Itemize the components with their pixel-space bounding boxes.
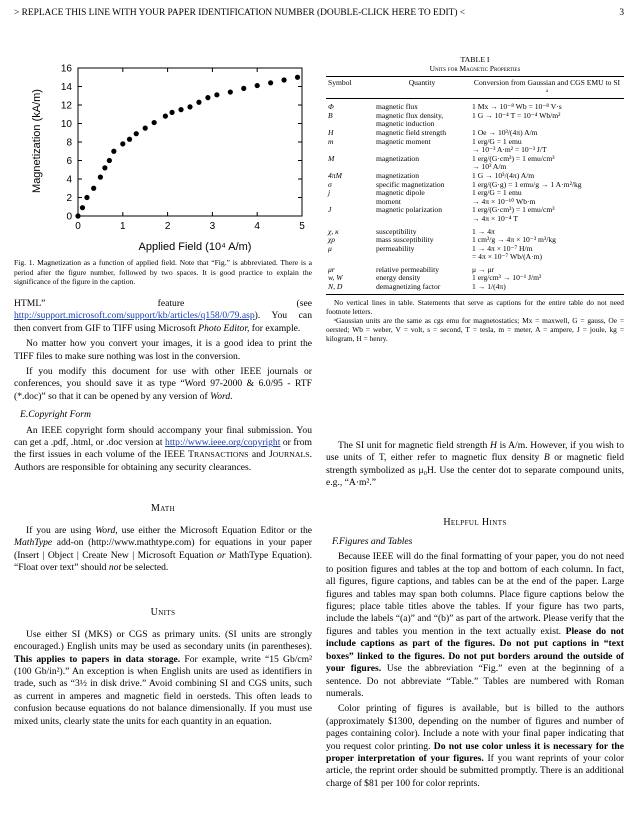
table-header-cell: Quantity [374,77,470,99]
table-cell-symbol: 4πM [328,170,342,180]
paragraph-math [14,525,312,575]
text-span: HTML” feature (see [14,298,312,309]
text-span: If you are using [26,524,96,536]
text-span: This applies to papers in data storage. [14,653,181,665]
table-cell-quantity: magnetic polarization [376,205,442,215]
paragraph-copyright [14,425,312,475]
chart-x-axis-label: Applied Field (10⁴ A/m) [138,241,252,253]
y-tick-label: 6 [66,156,72,167]
text-span: An IEEE copyright form should accompany your final submission. You can get a .pdf, .html, or .doc version at [14,424,312,449]
table-cell-quantity: magnetization [376,170,420,180]
paragraph-save-rtf [14,366,312,403]
text-span: be selected. [121,561,169,573]
running-head-text: > REPLACE THIS LINE WITH YOUR PAPER IDENTIFICATION NUMBER (DOUBLE-CLICK HERE TO EDIT) < [14,8,466,18]
table-footnote: ᵃGaussian units are the same as cgs emu for magnetostatics; Mx = maxwell, G = gauss, Oe = oersted; Wb = weber, V = volt, s = second, T = tesla, m = meter, A = ampere, J = joule, kg = kilogram, H = henry. [326,315,624,343]
data-point [102,165,107,170]
text-span: and J [248,449,273,461]
table-cell-symbol: m [328,136,334,146]
table-header-row [326,77,624,99]
table-note: No vertical lines in table. Statements that serve as captions for the entire table do not need footnote letters. [326,297,624,316]
data-point [127,137,132,142]
x-tick-label: 0 [75,221,81,232]
table-cell-conversion: 1 Oe → 10³/(4π) A/m [472,127,538,137]
table-label: TABLE I [460,55,490,64]
table-cell-quantity: magnetic field strength [376,127,447,137]
running-header [14,8,624,18]
y-tick-label: 2 [66,193,72,204]
subheading-figures-tables: F.Figures and Tables [332,536,413,548]
table-cell-conversion: 1 → 4π × 10⁻⁷ H/m = 4π × 10⁻⁷ Wb/(A·m) [472,243,543,262]
data-point [107,158,112,163]
text-span: Photo Editor, [198,322,250,334]
text-span: For example, write “15 Gb/cm² (100 Gb/in²).” An exception is when English units are used as identifiers in trade, such as “3½ in disk drive.” Avoid combining SI and CGS units, such as current in amperes and magnetic field in oersteds. This often leads to confusion because equations do not balance dimensionally. If you must use mixed units, clearly state the units for each quantity in an equation. [14,653,313,727]
paragraph-gif-conversion [14,298,312,335]
data-point [281,77,286,82]
table-cell-quantity: mass susceptibility [376,235,434,245]
text-span: MathType [14,537,53,549]
table-cell-quantity: magnetic flux density, magnetic induction [376,110,444,129]
x-tick-label: 1 [120,221,126,232]
units-table [326,76,624,295]
table-cell-conversion: 1 erg/(G·cm³) = 1 emu/cm³ → 10³ A/m [472,153,555,172]
x-tick-label: 4 [254,221,260,232]
table-cell-symbol: j [328,188,331,198]
text-span: . [230,390,233,402]
section-heading-helpful-hints: Helpful Hints [443,516,507,528]
x-tick-label: 2 [164,221,171,232]
data-point [228,89,233,94]
figure-caption: Fig. 1. Magnetization as a function of applied field. Note that “Fig.” is abbreviated. There is a period after the figure number, followed by two spaces. It is good practice to explain the significance of the figure in the caption. [14,258,312,287]
data-point [295,75,300,80]
table-cell-conversion: 1 erg/(G·cm³) = 1 emu/cm³ → 4π × 10⁻⁴ T [472,205,555,223]
paragraph-color-printing [326,703,624,790]
table-row [326,155,624,172]
y-tick-label: 12 [60,100,72,112]
section-heading-units: Units [150,607,176,619]
data-point [120,141,125,146]
text-span: Color printing of figures is available, but is billed to the authors (approximately $1300, depending on the number of figures and number of pages containing color). Include a note with your final paper indicating that you request color printing. [326,703,624,752]
table-cell-quantity: permeability [376,243,415,253]
text-span: ). You can then convert from GIF to TIFF using Microsoft [14,310,312,334]
text-span: or [217,549,226,561]
table-header-cell: Symbol [326,77,374,99]
text-span: Do not use color unless it is necessary for the proper interpretation of your figures. [326,740,624,764]
data-point [152,120,157,125]
table-cell-symbol: σ [328,179,332,189]
table-row [326,99,624,112]
text-span: is A/m. However, if you wish to use units of T, either refer to magnetic flux density [326,440,624,464]
data-point [143,126,148,131]
table-cell-conversion: 1 → 4π [472,226,495,236]
y-tick-label: 4 [66,174,72,186]
table-cell-quantity: relative permeability [376,264,440,274]
data-point [84,195,89,200]
table-cell-symbol: w, W [328,273,343,283]
table-cell-quantity: susceptibility [376,226,417,236]
text-span: Word, [95,524,118,536]
text-span: MathType Equation). “Float over text” should [14,549,312,573]
table-cell-symbol: B [328,110,333,120]
text-span: If you want reprints of your color article, the reprint order should be submitted promptly. There is an additional charge of $81 per 100 for color reprints. [326,752,624,789]
text-span: RANSACTIONS [193,450,249,460]
y-tick-label: 16 [60,63,72,75]
data-point [187,104,192,109]
chart-points [75,75,300,219]
right-column [326,440,624,793]
data-point [80,205,85,210]
plot-frame [78,68,302,216]
table-title: Units for Magnetic Properties [429,64,521,73]
table-cell-conversion: 1 erg/(G·g) = 1 emu/g → 1 A·m²/kg [472,179,582,189]
table-cell-quantity: specific magnetization [376,179,445,189]
data-point [91,186,96,191]
text-span: Because IEEE will do the final formatting of your paper, you do not need to position figures and tables at the top and bottom of each column. In fact, all figures, figure captions, and tables can be at the end of the paper. Large figures and tables may span both columns. Place figure captions below the figures; place table titles above the tables. If your figure has two parts, include the labels “(a)” and “(b)” as part of the artwork. Please verify that the figures and tables you mention in the text actually exist. [326,551,624,637]
table-cell-conversion: 1 G → 10³/(4π) A/m [472,170,535,180]
table-cell-conversion: 1 erg/G = 1 emu → 10⁻³ A·m² = 10⁻³ J/T [472,136,547,155]
table-cell-quantity: demagnetizing factor [374,283,470,294]
table-cell-symbol: μr [328,264,335,274]
table-cell-conversion: 1 cm³/g → 4π × 10⁻³ m³/kg [472,235,556,245]
paragraph-si-unit [326,440,624,490]
table-row [326,138,624,155]
data-point [111,149,116,154]
left-column [14,298,312,731]
table-cell-conversion: 1 erg/cm³ → 10⁻¹ J/m³ [472,273,542,283]
table-cell-symbol: μ [328,243,332,253]
text-span: Use the abbreviation “Fig.” even at the beginning of a sentence. Do not abbreviate “Table.” Tables are numbered with Roman numerals. [326,663,624,699]
table-body [326,99,624,294]
data-point [205,95,210,100]
table-cell-conversion: 1 Mx → 10⁻⁸ Wb = 10⁻⁸ V·s [472,102,562,112]
x-tick-label: 5 [299,221,305,232]
data-point [75,213,80,218]
data-point [255,83,260,88]
table-cell-conversion: μ → μr [472,264,495,274]
table-cell-symbol: Φ [328,102,334,112]
text-span: for example. [249,322,301,334]
table-block [326,55,624,343]
data-point [241,86,246,91]
table-cell-quantity: magnetization [376,153,420,163]
microsoft-support-link[interactable]: http://support.microsoft.com/support/kb/articles/q158/0/79.asp [14,310,255,322]
data-point [214,92,219,97]
table-row [326,245,624,262]
data-point [163,114,168,119]
table-row [326,283,624,294]
data-point [134,131,139,136]
text-span: Use either SI (MKS) or CGS as primary units. (SI units are strongly encouraged.) English units may be used as secondary units (in parentheses). [14,628,312,653]
text-span: use either the Microsoft Equation Editor or the [117,524,312,536]
table-cell-conversion: 1 → 1/(4π) [470,283,624,294]
x-tick-label: 3 [209,221,216,232]
data-point [196,100,201,105]
text-span: or from the first issues in each volume of the IEEE T [14,437,312,461]
table-cell-conversion: 1 erg/G = 1 emu → 4π × 10⁻¹⁰ Wb·m [472,188,536,206]
text-span: . Authors are responsible for obtaining any security clearances. [14,449,312,473]
table-cell-quantity: magnetic moment [376,136,431,146]
chart-axes [61,64,305,233]
data-point [169,110,174,115]
magnetization-chart [10,56,315,288]
y-tick-label: 8 [66,137,72,149]
chart-y-axis-label: Magnetization (kA/m) [31,89,43,193]
text-span: or magnetic field strength symbolized as μ₀H. Use the center dot to separate compound units, e.g., “A·m².” [326,452,624,489]
page-number: 3 [619,8,624,18]
table-cell-symbol: J [328,205,332,215]
table-cell-symbol: N, D [326,283,374,294]
table-cell-symbol: χ, κ [328,226,339,236]
text-span: B [543,452,550,464]
table-cell-symbol: M [328,153,335,163]
table-cell-quantity: magnetic dipole moment [376,188,425,206]
table-cell-quantity: magnetic flux [376,102,418,112]
ieee-copyright-link[interactable]: http://www.ieee.org/copyright [165,437,281,449]
table-header-cell: Conversion from Gaussian and CGS EMU to SI ᵃ [470,77,624,99]
paragraph-print-tiff: No matter how you convert your images, it is a good idea to print the TIFF files to make sure nothing was lost in the conversion. [14,338,312,362]
table-cell-symbol: H [328,127,334,137]
table-row [326,206,624,223]
table-cell-quantity: energy density [376,273,421,283]
paragraph-figures-tables [326,551,624,700]
table-cell-symbol: χρ [328,235,335,245]
data-point [178,107,183,112]
text-span: If you modify this document for use with other IEEE journals or conferences, you should save it as type “Word 97-2000 & 6.0/95 - RTF (*.doc)” so that it can be opened by any version of [14,366,312,402]
y-tick-label: 0 [66,211,72,223]
table-row [326,189,624,206]
data-point [268,80,273,85]
subheading-copyright-form: E.Copyright Form [20,409,91,421]
text-span: not [108,561,122,573]
text-span: H [489,440,497,451]
data-point [98,175,103,180]
section-heading-math: Math [150,503,176,515]
table-cell-conversion: 1 G → 10⁻⁴ T = 10⁻⁴ Wb/m² [472,110,561,120]
y-tick-label: 10 [60,119,72,130]
text-span: Please do not include captions as part of the figures. Do not put captions in “text boxes” linked to the figures. Do not put borders around the outside of your figures. [326,625,624,675]
text-span: Word [210,390,231,402]
paragraph-units [14,629,312,728]
y-tick-label: 14 [60,82,72,93]
text-span: The SI unit for magnetic field strength [338,440,490,451]
text-span: add-on (http://www.mathtype.com) for equations in your paper (Insert | Object | Create New | Microsoft Equation [14,537,312,561]
text-span: OURNALS [272,450,310,460]
table-row [326,112,624,129]
